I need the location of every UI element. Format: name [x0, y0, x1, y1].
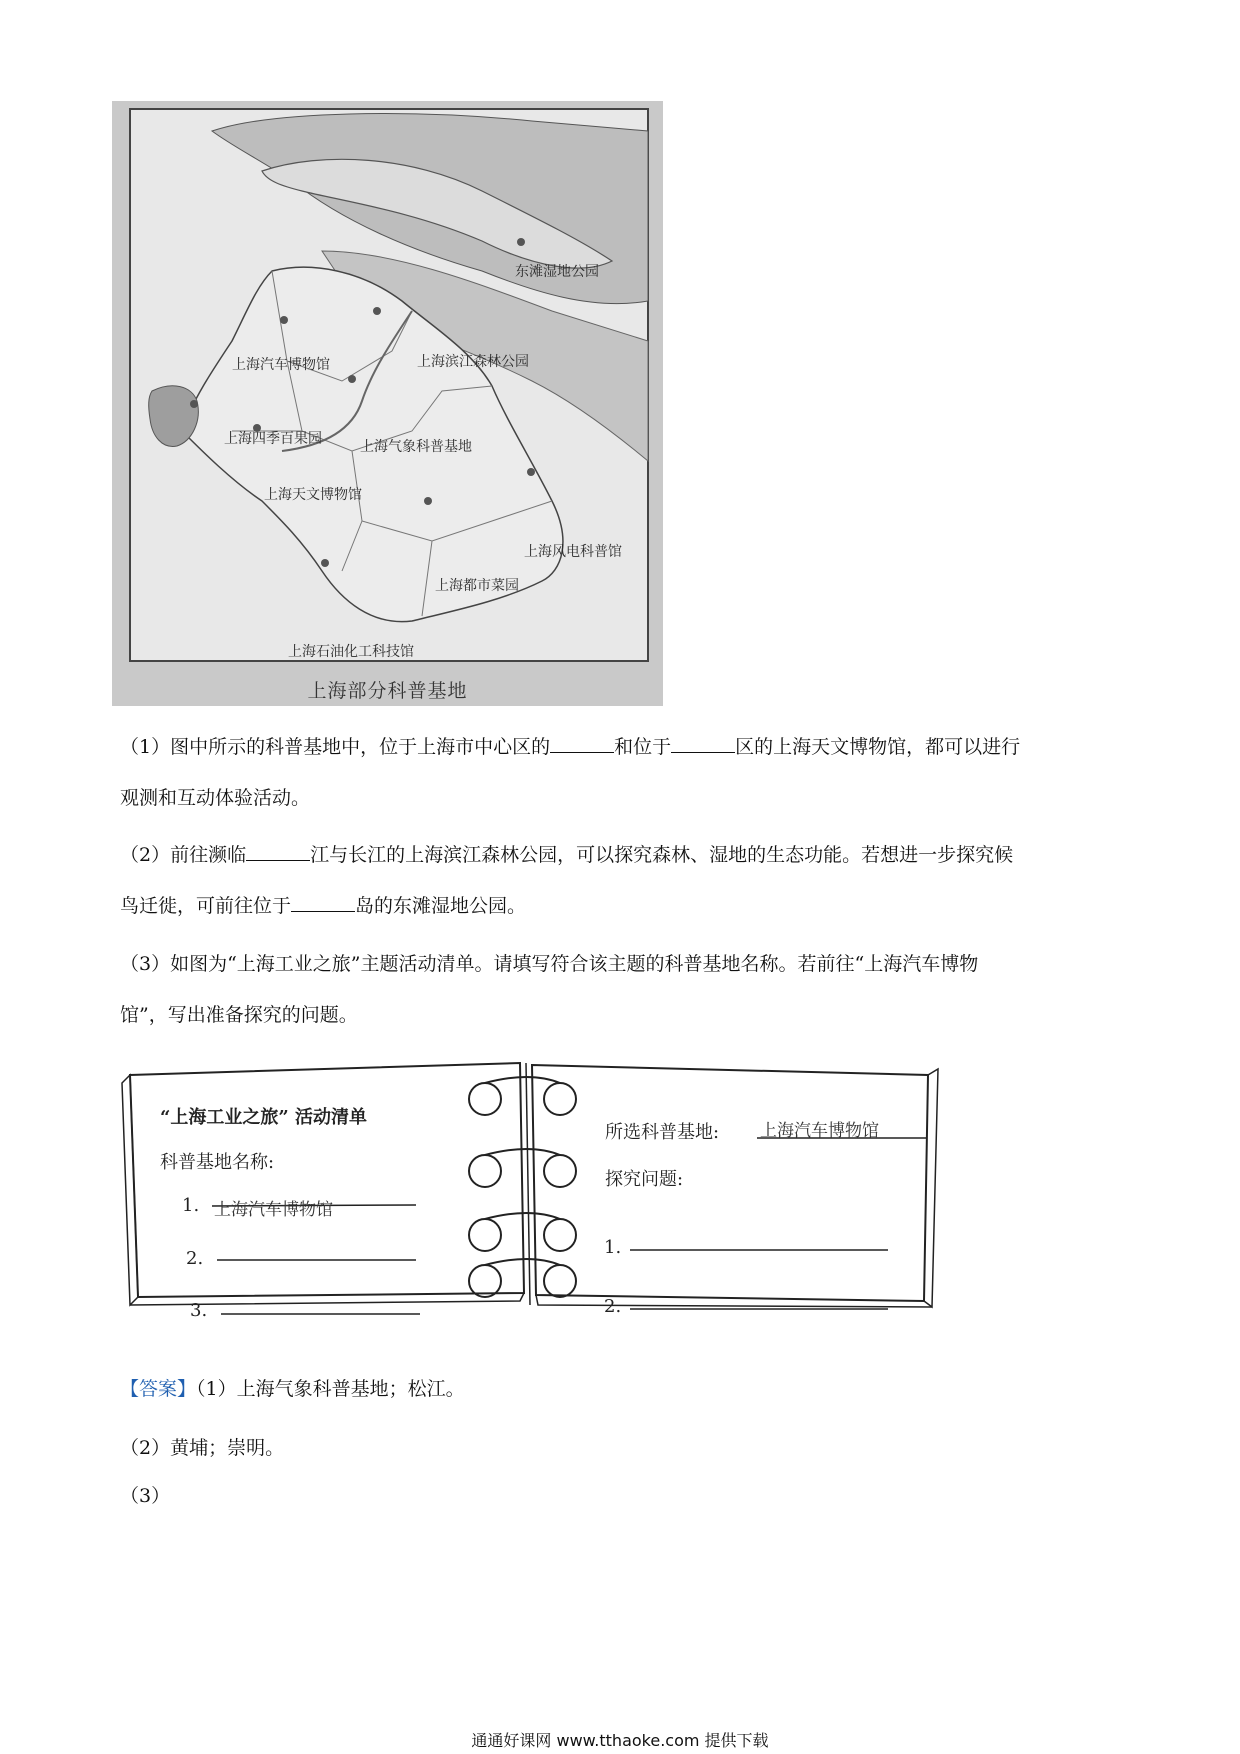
point-caiyuan [424, 497, 432, 505]
notebook-selected-label: 所选科普基地: [605, 1122, 720, 1143]
answer-tag: 【答案】 [120, 1378, 197, 1400]
q3-text-a: （3）如图为“上海工业之旅”主题活动清单。请填写符合该主题的科普基地名称。若前往“上海汽车博物 [120, 953, 979, 975]
q3-text-b: 馆”，写出准备探究的问题。 [120, 1004, 358, 1026]
question-3 [120, 939, 1130, 1041]
notebook-item1-num: 1. [182, 1195, 200, 1216]
q1-blank-2[interactable] [671, 734, 735, 753]
answer-1-text: （1）上海气象科普基地；松江。 [196, 1378, 465, 1400]
point-qiche [280, 316, 288, 324]
q1-text-a: （1）图中所示的科普基地中，位于上海市中心区的 [120, 736, 551, 758]
answer-1 [120, 1376, 1130, 1402]
question-2 [120, 830, 1130, 932]
point-fengdian [527, 468, 535, 476]
q1-text-d: 观测和互动体验活动。 [120, 787, 311, 809]
point-binjiang [373, 307, 381, 315]
notebook-q1-num: 1. [604, 1237, 622, 1258]
activity-notebook [120, 1055, 950, 1355]
map-label-caiyuan: 上海都市菜园 [435, 578, 519, 594]
question-1 [120, 722, 1130, 824]
point-shihua [321, 559, 329, 567]
notebook-item1-value: 上海汽车博物馆 [214, 1200, 333, 1220]
map-label-fengdian: 上海风电科普馆 [524, 544, 622, 560]
notebook-title: “上海工业之旅” 活动清单 [160, 1107, 367, 1128]
q1-text-c: 区的上海天文博物馆，都可以进行 [735, 736, 1021, 758]
answer-2: （2）黄埔；崇明。 [120, 1437, 285, 1459]
point-dongtan [517, 238, 525, 246]
q2-text-c: 鸟迁徙，可前往位于 [120, 895, 292, 917]
q2-blank-2[interactable] [291, 893, 355, 912]
notebook-name-label: 科普基地名称: [160, 1152, 275, 1173]
page-footer: 通通好课网 www.tthaoke.com 提供下载 [471, 1731, 769, 1750]
q2-blank-1[interactable] [246, 842, 310, 861]
q1-blank-1[interactable] [550, 734, 614, 753]
q2-text-d: 岛的东滩湿地公园。 [355, 895, 527, 917]
q1-text-b: 和位于 [614, 736, 672, 758]
q2-text-a: （2）前往濒临 [120, 844, 247, 866]
answer-3: （3） [120, 1485, 171, 1507]
notebook-item2-num: 2. [186, 1248, 204, 1269]
map-graphic [112, 101, 663, 706]
map-label-siji: 上海四季百果园 [224, 431, 322, 447]
map-label-binjiang: 上海滨江森林公园 [417, 354, 529, 370]
map-label-qixiang: 上海气象科普基地 [360, 439, 472, 455]
map-caption: 上海部分科普基地 [307, 680, 468, 702]
notebook-item3-num: 3. [190, 1300, 208, 1321]
notebook-question-label: 探究问题: [605, 1169, 684, 1190]
map-label-dongtan: 东滩湿地公园 [515, 264, 599, 280]
point-qixiang [348, 375, 356, 383]
notebook-q2-num: 2. [604, 1296, 622, 1317]
q2-text-b: 江与长江的上海滨江森林公园，可以探究森林、湿地的生态功能。若想进一步探究候 [310, 844, 1014, 866]
map-label-shihua: 上海石油化工科技馆 [288, 644, 414, 660]
notebook-selected-value: 上海汽车博物馆 [760, 1121, 879, 1141]
point-siji [190, 400, 198, 408]
map-label-qiche: 上海汽车博物馆 [232, 357, 330, 373]
map-figure [112, 101, 663, 706]
map-label-tianwen: 上海天文博物馆 [264, 487, 362, 503]
